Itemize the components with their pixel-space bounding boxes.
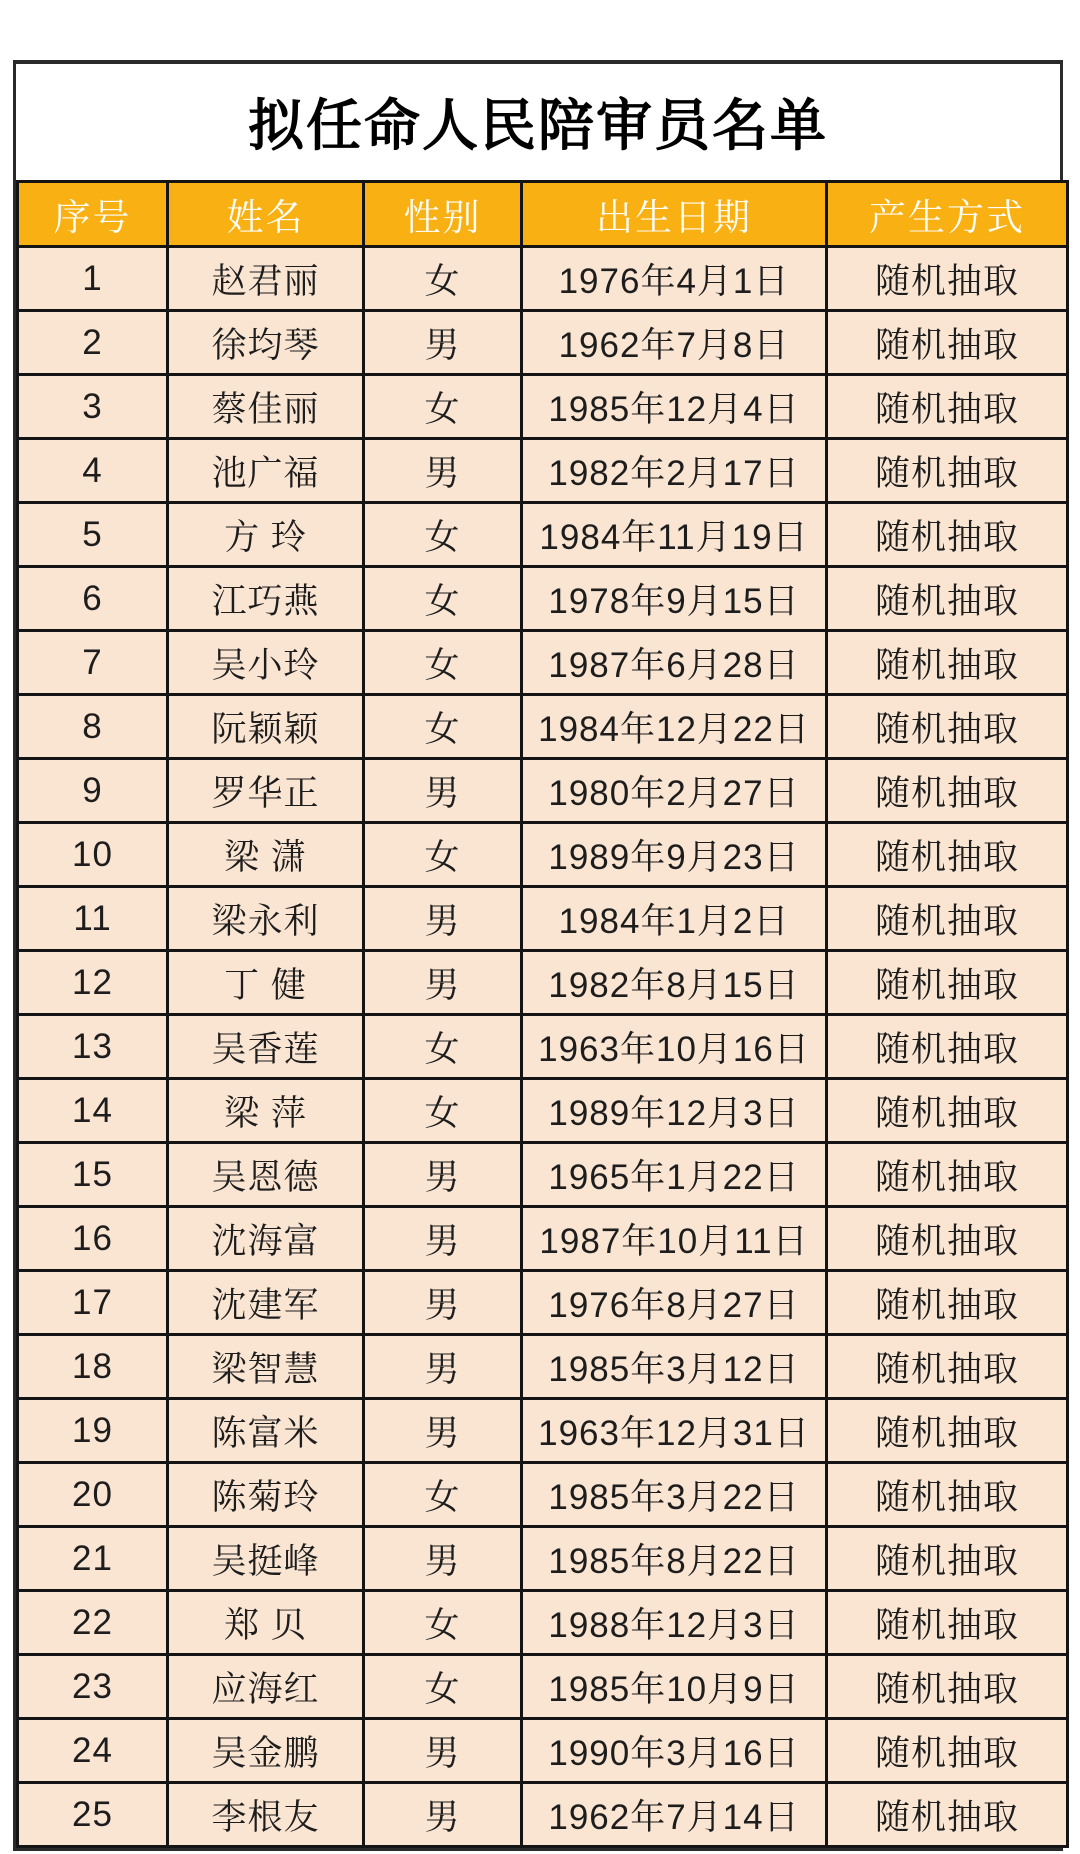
table-row xyxy=(18,695,1068,759)
cell-method: 随机抽取 xyxy=(827,759,1068,823)
cell-no: 25 xyxy=(18,1783,168,1847)
cell-name: 郑 贝 xyxy=(168,1591,364,1655)
cell-birth: 1985年8月22日 xyxy=(522,1527,827,1591)
cell-birth: 1985年3月12日 xyxy=(522,1335,827,1399)
cell-birth: 1984年12月22日 xyxy=(522,695,827,759)
cell-gender: 女 xyxy=(364,695,522,759)
cell-method: 随机抽取 xyxy=(827,1015,1068,1079)
cell-method: 随机抽取 xyxy=(827,1655,1068,1719)
cell-name: 梁 萍 xyxy=(168,1079,364,1143)
cell-gender: 女 xyxy=(364,1591,522,1655)
cell-birth: 1982年2月17日 xyxy=(522,439,827,503)
cell-birth: 1984年1月2日 xyxy=(522,887,827,951)
cell-no: 21 xyxy=(18,1527,168,1591)
cell-gender: 女 xyxy=(364,247,522,311)
cell-gender: 男 xyxy=(364,1143,522,1207)
cell-birth: 1988年12月3日 xyxy=(522,1591,827,1655)
cell-method: 随机抽取 xyxy=(827,1143,1068,1207)
cell-method: 随机抽取 xyxy=(827,503,1068,567)
cell-birth: 1985年10月9日 xyxy=(522,1655,827,1719)
table-row xyxy=(18,1655,1068,1719)
cell-gender: 女 xyxy=(364,567,522,631)
juror-list-document xyxy=(13,60,1063,1851)
cell-no: 23 xyxy=(18,1655,168,1719)
cell-gender: 女 xyxy=(364,631,522,695)
cell-birth: 1984年11月19日 xyxy=(522,503,827,567)
cell-gender: 男 xyxy=(364,887,522,951)
cell-no: 11 xyxy=(18,887,168,951)
cell-method: 随机抽取 xyxy=(827,887,1068,951)
cell-gender: 女 xyxy=(364,1463,522,1527)
cell-no: 5 xyxy=(18,503,168,567)
cell-gender: 女 xyxy=(364,375,522,439)
table-row xyxy=(18,1335,1068,1399)
cell-method: 随机抽取 xyxy=(827,1783,1068,1847)
cell-gender: 女 xyxy=(364,503,522,567)
cell-name: 陈菊玲 xyxy=(168,1463,364,1527)
table-row xyxy=(18,1079,1068,1143)
cell-no: 7 xyxy=(18,631,168,695)
cell-name: 陈富米 xyxy=(168,1399,364,1463)
cell-method: 随机抽取 xyxy=(827,823,1068,887)
cell-name: 江巧燕 xyxy=(168,567,364,631)
cell-method: 随机抽取 xyxy=(827,951,1068,1015)
cell-gender: 女 xyxy=(364,823,522,887)
cell-no: 24 xyxy=(18,1719,168,1783)
cell-gender: 男 xyxy=(364,1527,522,1591)
cell-no: 12 xyxy=(18,951,168,1015)
cell-no: 18 xyxy=(18,1335,168,1399)
cell-birth: 1978年9月15日 xyxy=(522,567,827,631)
table-body xyxy=(18,247,1068,1847)
cell-method: 随机抽取 xyxy=(827,1719,1068,1783)
cell-birth: 1963年12月31日 xyxy=(522,1399,827,1463)
cell-birth: 1987年6月28日 xyxy=(522,631,827,695)
cell-name: 方 玲 xyxy=(168,503,364,567)
cell-method: 随机抽取 xyxy=(827,631,1068,695)
cell-birth: 1962年7月8日 xyxy=(522,311,827,375)
cell-method: 随机抽取 xyxy=(827,1079,1068,1143)
cell-no: 15 xyxy=(18,1143,168,1207)
cell-gender: 男 xyxy=(364,1399,522,1463)
table-row xyxy=(18,951,1068,1015)
table-row xyxy=(18,631,1068,695)
col-header-birth: 出生日期 xyxy=(522,182,827,247)
cell-gender: 男 xyxy=(364,1783,522,1847)
cell-birth: 1982年8月15日 xyxy=(522,951,827,1015)
cell-gender: 女 xyxy=(364,1015,522,1079)
cell-no: 9 xyxy=(18,759,168,823)
cell-no: 10 xyxy=(18,823,168,887)
cell-method: 随机抽取 xyxy=(827,1207,1068,1271)
cell-name: 吴香莲 xyxy=(168,1015,364,1079)
cell-name: 罗华正 xyxy=(168,759,364,823)
cell-name: 李根友 xyxy=(168,1783,364,1847)
cell-name: 沈建军 xyxy=(168,1271,364,1335)
juror-table xyxy=(16,180,1069,1848)
cell-name: 徐均琴 xyxy=(168,311,364,375)
cell-no: 2 xyxy=(18,311,168,375)
cell-method: 随机抽取 xyxy=(827,1463,1068,1527)
cell-birth: 1965年1月22日 xyxy=(522,1143,827,1207)
cell-name: 蔡佳丽 xyxy=(168,375,364,439)
cell-gender: 男 xyxy=(364,1271,522,1335)
cell-no: 8 xyxy=(18,695,168,759)
cell-name: 吴金鹏 xyxy=(168,1719,364,1783)
cell-no: 1 xyxy=(18,247,168,311)
cell-gender: 男 xyxy=(364,1207,522,1271)
cell-method: 随机抽取 xyxy=(827,1591,1068,1655)
cell-name: 池广福 xyxy=(168,439,364,503)
cell-birth: 1962年7月14日 xyxy=(522,1783,827,1847)
cell-name: 吴恩德 xyxy=(168,1143,364,1207)
table-row xyxy=(18,439,1068,503)
cell-birth: 1976年4月1日 xyxy=(522,247,827,311)
table-row xyxy=(18,1463,1068,1527)
cell-birth: 1990年3月16日 xyxy=(522,1719,827,1783)
cell-method: 随机抽取 xyxy=(827,311,1068,375)
cell-no: 3 xyxy=(18,375,168,439)
cell-no: 14 xyxy=(18,1079,168,1143)
table-header xyxy=(18,182,1068,247)
cell-name: 吴小玲 xyxy=(168,631,364,695)
cell-gender: 男 xyxy=(364,439,522,503)
table-row xyxy=(18,823,1068,887)
cell-no: 4 xyxy=(18,439,168,503)
table-row xyxy=(18,759,1068,823)
document-title: 拟任命人民陪审员名单 xyxy=(248,94,828,157)
cell-method: 随机抽取 xyxy=(827,439,1068,503)
cell-birth: 1989年12月3日 xyxy=(522,1079,827,1143)
cell-birth: 1980年2月27日 xyxy=(522,759,827,823)
cell-no: 22 xyxy=(18,1591,168,1655)
cell-gender: 女 xyxy=(364,1079,522,1143)
table-row xyxy=(18,1207,1068,1271)
cell-no: 20 xyxy=(18,1463,168,1527)
cell-birth: 1976年8月27日 xyxy=(522,1271,827,1335)
cell-no: 6 xyxy=(18,567,168,631)
cell-name: 梁 潇 xyxy=(168,823,364,887)
col-header-gender: 性别 xyxy=(364,182,522,247)
table-row xyxy=(18,1271,1068,1335)
cell-birth: 1989年9月23日 xyxy=(522,823,827,887)
cell-name: 梁永利 xyxy=(168,887,364,951)
table-row xyxy=(18,1591,1068,1655)
cell-no: 17 xyxy=(18,1271,168,1335)
table-row xyxy=(18,503,1068,567)
cell-no: 16 xyxy=(18,1207,168,1271)
cell-no: 19 xyxy=(18,1399,168,1463)
cell-gender: 男 xyxy=(364,1335,522,1399)
cell-gender: 女 xyxy=(364,1655,522,1719)
cell-gender: 男 xyxy=(364,759,522,823)
table-row xyxy=(18,375,1068,439)
cell-name: 沈海富 xyxy=(168,1207,364,1271)
cell-name: 梁智慧 xyxy=(168,1335,364,1399)
cell-method: 随机抽取 xyxy=(827,1335,1068,1399)
cell-birth: 1963年10月16日 xyxy=(522,1015,827,1079)
cell-name: 吴挺峰 xyxy=(168,1527,364,1591)
table-row xyxy=(18,1015,1068,1079)
cell-birth: 1985年12月4日 xyxy=(522,375,827,439)
cell-method: 随机抽取 xyxy=(827,567,1068,631)
cell-method: 随机抽取 xyxy=(827,375,1068,439)
table-row xyxy=(18,311,1068,375)
cell-method: 随机抽取 xyxy=(827,695,1068,759)
cell-method: 随机抽取 xyxy=(827,1527,1068,1591)
cell-gender: 男 xyxy=(364,1719,522,1783)
table-row xyxy=(18,1719,1068,1783)
col-header-method: 产生方式 xyxy=(827,182,1068,247)
col-header-name: 姓名 xyxy=(168,182,364,247)
table-row xyxy=(18,1527,1068,1591)
header-row xyxy=(18,182,1068,247)
cell-birth: 1985年3月22日 xyxy=(522,1463,827,1527)
cell-gender: 男 xyxy=(364,951,522,1015)
cell-no: 13 xyxy=(18,1015,168,1079)
table-row xyxy=(18,1783,1068,1847)
col-header-no: 序号 xyxy=(18,182,168,247)
cell-method: 随机抽取 xyxy=(827,247,1068,311)
table-row xyxy=(18,1143,1068,1207)
cell-birth: 1987年10月11日 xyxy=(522,1207,827,1271)
table-row xyxy=(18,887,1068,951)
cell-name: 阮颖颖 xyxy=(168,695,364,759)
cell-name: 丁 健 xyxy=(168,951,364,1015)
table-row xyxy=(18,247,1068,311)
cell-name: 应海红 xyxy=(168,1655,364,1719)
cell-method: 随机抽取 xyxy=(827,1399,1068,1463)
table-row xyxy=(18,567,1068,631)
cell-method: 随机抽取 xyxy=(827,1271,1068,1335)
cell-name: 赵君丽 xyxy=(168,247,364,311)
cell-gender: 男 xyxy=(364,311,522,375)
table-row xyxy=(18,1399,1068,1463)
